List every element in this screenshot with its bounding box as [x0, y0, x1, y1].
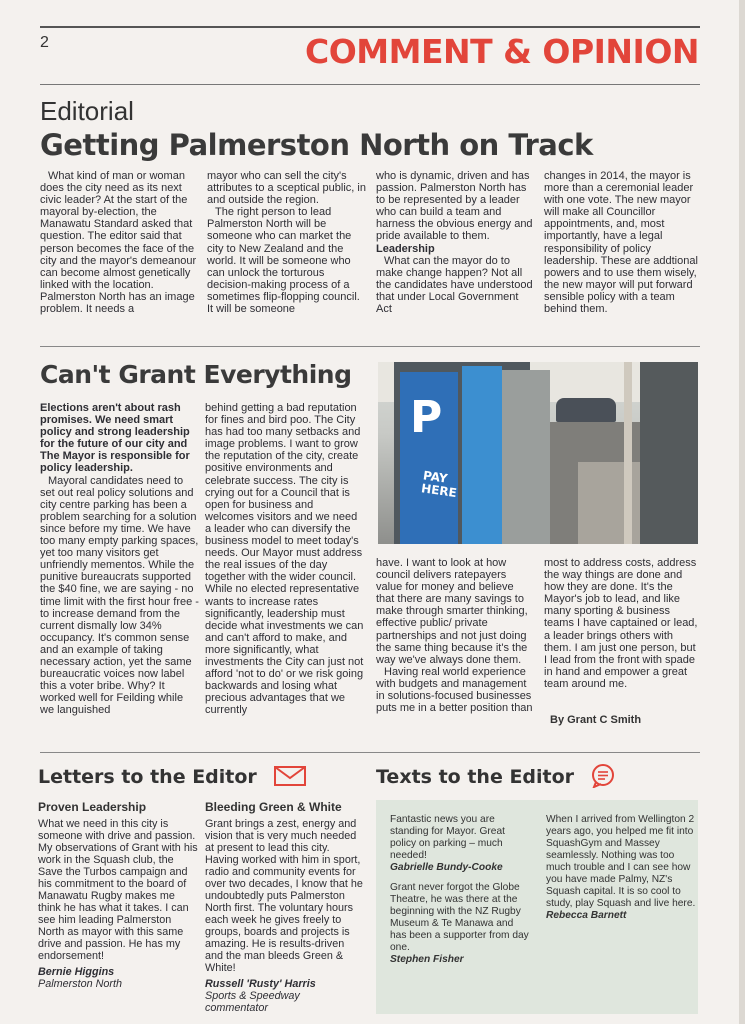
section-divider	[40, 346, 700, 347]
paragraph: Mayoral candidates need to set out real policy solutions and city centre parking has been a problem searching for a solution since before my time. We have too many empty parking spaces, yet too many visitors get unfriendly mementos. While the punitive bureaucrats supported the $40 fine, we are saying - no time limit with the first hour free - to increase demand from the current dismally low 34% occupancy. It's common sense and an example of taking necessary action, yet the same bureaucratic voices now label this a voter bribe. Why? It worked well for Feilding while we languished	[40, 474, 199, 717]
text-signature: Gabrielle Bundy-Cooke	[390, 862, 503, 873]
byline: By Grant C Smith	[550, 714, 642, 726]
parking-meter-photo	[378, 362, 698, 544]
text-signature: Rebecca Barnett	[546, 910, 627, 921]
paragraph: behind getting a bad reputation for fines and bird poo. The City has had too many setbacks and image problems. I want to grow the reputation of the city, create positive environments and celebrate success. The city is crying out for a Council that is open for business and welcomes visitors and we need a leader who can diversify the business model to meet today's needs. Our Mayor must address the real issues of the day together with the wider council. While no elected representative wants to increase rates significantly, leadership must decide what investments we can and can't afford to make, and more significantly, what investments the City can just not afford 'not to do' or we risk going backwards and losing what precious advantages that we currently	[205, 402, 364, 717]
subheading: Leadership	[376, 242, 435, 255]
letter-title: Bleeding Green & White	[205, 800, 342, 814]
feature-column-2	[205, 402, 365, 716]
feature-headline: Can't Grant Everything	[40, 360, 352, 389]
letter-subtitle: Palmerston North	[38, 978, 123, 990]
parking-sign-icon: P	[410, 392, 443, 443]
text-body: When I arrived from Wellington 2 years ago, you helped me fit into SquashGym and Massey seamlessly. Nothing was too much trouble and I can see how you have made Palmy, NZ's Squash capital. It is so cool to study, play Squash and live here.	[546, 814, 696, 909]
paragraph: who is dynamic, driven and has passion. Palmerston North has to be represented by a leader who can build a team and harness the obvious energy and pride available to them.	[376, 170, 533, 243]
lead-paragraph	[40, 402, 200, 475]
editorial-kicker: Editorial	[40, 96, 134, 126]
text-body: Fantastic news you are standing for Mayor. Great policy on parking – much needed!	[390, 814, 505, 861]
letter-subtitle: Sports & Speedway commentator	[205, 990, 300, 1014]
lead-bold: Elections aren't about rash promises. We need smart policy and strong leadership for the future of our city and The Mayor is responsible for policy leadership.	[40, 402, 190, 475]
feature-column-4	[544, 557, 700, 690]
paragraph: mayor who can sell the city's attributes to a sceptical public, in and outside the region.	[207, 170, 366, 207]
meter-face	[502, 370, 550, 544]
page-number: 2	[40, 34, 49, 51]
letter-signature: Bernie Higgins	[38, 966, 115, 978]
text-signature: Stephen Fisher	[390, 954, 464, 965]
editorial-column-2	[207, 170, 367, 315]
paragraph: What can the mayor do to make change happen? Not all the candidates have understood that under Local Government Act	[376, 254, 533, 316]
text-message	[390, 882, 530, 966]
editorial-column-3	[376, 170, 536, 315]
editorial-headline: Getting Palmerston North on Track	[40, 128, 593, 162]
letter-1	[38, 818, 198, 990]
envelope-icon	[274, 766, 306, 786]
top-rule	[40, 26, 700, 28]
meter-side	[462, 366, 502, 544]
text-body: Grant never forgot the Globe Theatre, he was there at the beginning with the NZ Rugby Museum & Te Manawa and has been a supporter from day one.	[390, 882, 529, 953]
texts-column-1	[390, 814, 530, 974]
photo-car	[556, 398, 616, 422]
photo-pole	[624, 362, 632, 544]
paragraph: most to address costs, address the way things are done and how they are done. It's the Mayor's job to lead, and like many sporting & business teams I have captained or lead, a leader brings others with them. I am just one person, but I lead from the front with spade in hand and empower a great team around me.	[544, 557, 698, 690]
photo-shopfront	[640, 362, 698, 544]
letter-body: What we need in this city is someone with drive and passion. My observations of Grant with his work in the Squash club, the Save the Turbos campaign and his commitment to the board of Manawatu Rugby makes me think he has what it takes. I can see him leading Palmerston North as mayor with this same drive and passion. He has my endorsement!	[38, 818, 198, 962]
section-title: COMMENT & OPINION	[305, 32, 699, 71]
text-message	[390, 814, 530, 874]
letters-heading: Letters to the Editor	[38, 766, 257, 788]
speech-bubble-icon	[590, 764, 616, 788]
feature-column-3	[376, 557, 534, 714]
editorial-column-1	[40, 170, 200, 315]
paragraph: The right person to lead Palmerston North will be someone who can market the city to New Zealand and the world. It will be someone who can unlock the torturous decision-making process of a sometimes flip-flopping council. It will be someone	[207, 206, 360, 316]
editorial-column-4	[544, 170, 700, 315]
letter-body: Grant brings a zest, energy and vision that is very much needed at present to lead this city. Having worked with him in sport, radio and community events for over two decades, I know that he undoubtedly puts Palmerston North first. The voluntary hours each week he gives freely to groups, boards and projects is amazing. He is results-driven and the man bleeds Green & White!	[205, 818, 363, 974]
header-rule	[40, 84, 700, 85]
paragraph: changes in 2014, the mayor is more than a ceremonial leader with one vote. The new mayor will make all Councillor appointments, and, most importantly, have a legal responsibility of policy leadership. These are addtional powers and to use them wisely, the new mayor will put forward sensible policy with a team behind them.	[544, 170, 698, 316]
paragraph: Having real world experience with budgets and management in solutions-focused businesses puts me in a better position than	[376, 665, 533, 715]
text-message	[546, 814, 696, 922]
texts-column-2	[546, 814, 696, 930]
page-edge	[739, 0, 745, 1024]
paragraph: have. I want to look at how council delivers ratepayers value for money and believe that there are many savings to make through smarter thinking, effective public/ private partnerships and not just doing the same thing because it's the way we've always done them.	[376, 557, 528, 666]
feature-column-1	[40, 402, 200, 716]
pay-here-label: PAY HERE	[420, 468, 458, 501]
paragraph: What kind of man or woman does the city need as its next civic leader? At the start of the mayoral by-election, the Manawatu Standard asked that question. The editor said that person becomes the face of the city and the mayor's demeanour can become almost genetically linked with the location. Palmerston North has an image problem. It needs a	[40, 170, 197, 316]
letter-signature: Russell 'Rusty' Harris	[205, 978, 316, 990]
letter-title: Proven Leadership	[38, 800, 147, 814]
letter-2	[205, 818, 365, 1014]
section-divider	[40, 752, 700, 753]
texts-heading: Texts to the Editor	[376, 766, 575, 788]
